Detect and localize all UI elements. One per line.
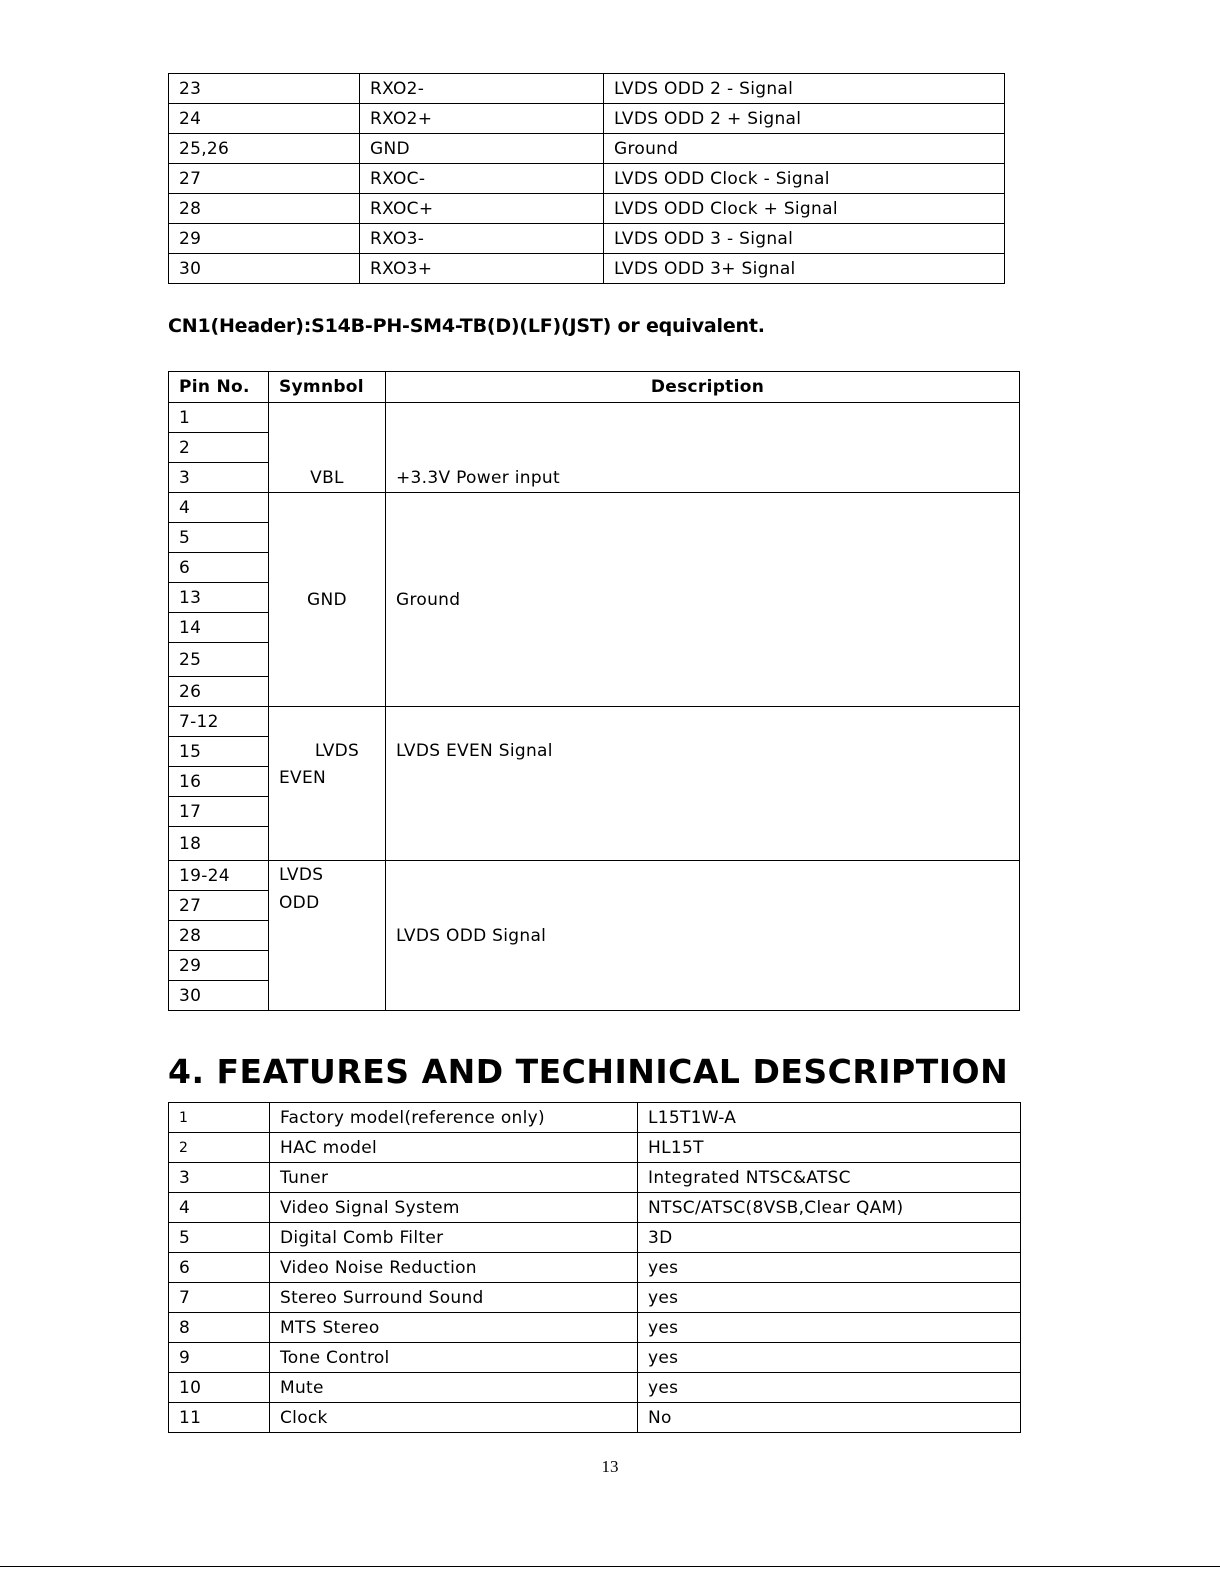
- number-cell: 7: [169, 1283, 270, 1313]
- pin-cell: 2: [169, 433, 269, 463]
- table-row: [169, 194, 1005, 224]
- feature-cell: Tone Control: [270, 1343, 638, 1373]
- description-cell: LVDS ODD 3+ Signal: [604, 254, 1005, 284]
- table-row: [169, 1223, 1021, 1253]
- symbol-cell: RXO3-: [360, 224, 604, 254]
- value-cell: yes: [638, 1283, 1021, 1313]
- pin-cell: 17: [169, 797, 269, 827]
- number-cell: 5: [169, 1223, 270, 1253]
- table-row: [169, 861, 1020, 891]
- pin-cell: 28: [169, 921, 269, 951]
- table-row: [169, 493, 1020, 523]
- symbol-cell: RXO2-: [360, 74, 604, 104]
- table-row: [169, 134, 1005, 164]
- description-cell: Ground: [604, 134, 1005, 164]
- symbol-cell: GND: [269, 493, 386, 707]
- feature-cell: HAC model: [270, 1133, 638, 1163]
- pin-cell: 30: [169, 981, 269, 1011]
- symbol-line: LVDS: [279, 865, 324, 885]
- pin-cell: 6: [169, 553, 269, 583]
- symbol-cell: RXO3+: [360, 254, 604, 284]
- value-cell: Integrated NTSC&ATSC: [638, 1163, 1021, 1193]
- description-cell: Ground: [386, 493, 1020, 707]
- lvds-pin-table-continued: [168, 73, 1005, 284]
- symbol-cell: RXO2+: [360, 104, 604, 134]
- symbol-line: EVEN: [279, 768, 327, 788]
- pin-cell: 27: [169, 164, 360, 194]
- pin-cell: 1: [169, 403, 269, 433]
- value-cell: NTSC/ATSC(8VSB,Clear QAM): [638, 1193, 1021, 1223]
- number-cell: 10: [169, 1373, 270, 1403]
- symbol-line: ODD: [279, 893, 320, 913]
- value-cell: yes: [638, 1343, 1021, 1373]
- table-row: [169, 1343, 1021, 1373]
- pin-cell: 13: [169, 583, 269, 613]
- table-row: [169, 1133, 1021, 1163]
- description-cell: LVDS ODD 2 + Signal: [604, 104, 1005, 134]
- value-cell: L15T1W-A: [638, 1103, 1021, 1133]
- pin-cell: 28: [169, 194, 360, 224]
- table-row: [169, 104, 1005, 134]
- value-cell: 3D: [638, 1223, 1021, 1253]
- table-row: [169, 1283, 1021, 1313]
- pin-cell: 23: [169, 74, 360, 104]
- feature-cell: Stereo Surround Sound: [270, 1283, 638, 1313]
- value-cell: yes: [638, 1313, 1021, 1343]
- table-row: [169, 1403, 1021, 1433]
- number-cell: 2: [169, 1133, 270, 1163]
- table-row: [169, 74, 1005, 104]
- pin-cell: 16: [169, 767, 269, 797]
- symbol-cell: RXOC-: [360, 164, 604, 194]
- pin-cell: 15: [169, 737, 269, 767]
- description-cell: LVDS ODD Clock + Signal: [604, 194, 1005, 224]
- table-row: [169, 403, 1020, 433]
- table-row: [169, 224, 1005, 254]
- description-cell: +3.3V Power input: [386, 403, 1020, 493]
- pin-cell: 3: [169, 463, 269, 493]
- description-cell: LVDS ODD Clock - Signal: [604, 164, 1005, 194]
- table-row: [169, 1193, 1021, 1223]
- table-row: [169, 1253, 1021, 1283]
- description-header: Description: [386, 372, 1020, 403]
- table-row: [169, 1373, 1021, 1403]
- table-row: [169, 1103, 1021, 1133]
- feature-cell: Mute: [270, 1373, 638, 1403]
- pin-cell: 7-12: [169, 707, 269, 737]
- pin-cell: 26: [169, 677, 269, 707]
- pin-cell: 27: [169, 891, 269, 921]
- symbol-header: Symnbol: [269, 372, 386, 403]
- symbol-cell: GND: [360, 134, 604, 164]
- pin-cell: 25,26: [169, 134, 360, 164]
- features-table: [168, 1102, 1021, 1433]
- pin-cell: 14: [169, 613, 269, 643]
- pin-cell: 19-24: [169, 861, 269, 891]
- description-cell: LVDS ODD 2 - Signal: [604, 74, 1005, 104]
- number-cell: 11: [169, 1403, 270, 1433]
- value-cell: yes: [638, 1373, 1021, 1403]
- number-cell: 6: [169, 1253, 270, 1283]
- number-cell: 1: [169, 1103, 270, 1133]
- symbol-cell: RXOC+: [360, 194, 604, 224]
- table-row: [169, 707, 1020, 737]
- table-row: [169, 254, 1005, 284]
- value-cell: No: [638, 1403, 1021, 1433]
- page-number: 13: [601, 1457, 619, 1476]
- number-cell: 9: [169, 1343, 270, 1373]
- description-cell: LVDS ODD 3 - Signal: [604, 224, 1005, 254]
- pin-cell: 25: [169, 643, 269, 677]
- table-row: [169, 164, 1005, 194]
- cn1-connector-heading: CN1(Header):S14B-PH-SM4-TB(D)(LF)(JST) or equivalent.: [168, 315, 765, 337]
- cn1-pin-table: [168, 371, 1020, 1011]
- number-cell: 3: [169, 1163, 270, 1193]
- feature-cell: Factory model(reference only): [270, 1103, 638, 1133]
- pin-cell: 29: [169, 224, 360, 254]
- table-header-row: [169, 372, 1020, 403]
- pin-cell: 4: [169, 493, 269, 523]
- symbol-line: LVDS: [314, 741, 360, 761]
- number-cell: 8: [169, 1313, 270, 1343]
- value-cell: HL15T: [638, 1133, 1021, 1163]
- pin-no-header: Pin No.: [169, 372, 269, 403]
- description-cell: LVDS ODD Signal: [386, 861, 1020, 1011]
- pin-cell: 30: [169, 254, 360, 284]
- feature-cell: MTS Stereo: [270, 1313, 638, 1343]
- pin-cell: 24: [169, 104, 360, 134]
- feature-cell: Clock: [270, 1403, 638, 1433]
- pin-cell: 5: [169, 523, 269, 553]
- value-cell: yes: [638, 1253, 1021, 1283]
- symbol-cell: [269, 707, 386, 861]
- description-cell: LVDS EVEN Signal: [386, 707, 1020, 861]
- table-row: [169, 1313, 1021, 1343]
- symbol-cell: [269, 861, 386, 1011]
- page-bottom-divider: [0, 1566, 1220, 1567]
- pin-cell: 18: [169, 827, 269, 861]
- pin-cell: 29: [169, 951, 269, 981]
- features-section-heading: 4. FEATURES AND TECHINICAL DESCRIPTION: [168, 1052, 1009, 1091]
- number-cell: 4: [169, 1193, 270, 1223]
- table-row: [169, 1163, 1021, 1193]
- feature-cell: Video Noise Reduction: [270, 1253, 638, 1283]
- feature-cell: Digital Comb Filter: [270, 1223, 638, 1253]
- symbol-cell: VBL: [269, 403, 386, 493]
- feature-cell: Video Signal System: [270, 1193, 638, 1223]
- feature-cell: Tuner: [270, 1163, 638, 1193]
